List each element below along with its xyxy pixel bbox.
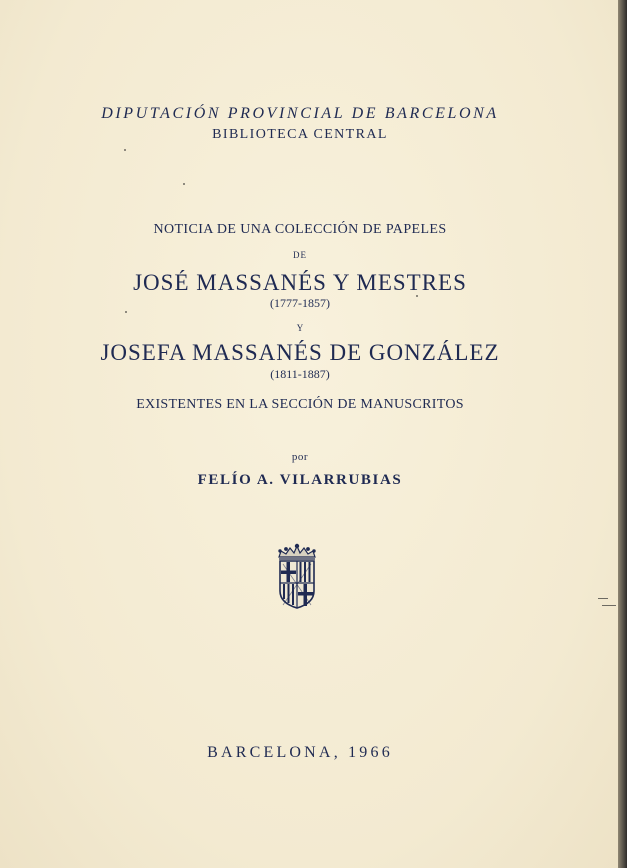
title-intro: NOTICIA DE UNA COLECCIÓN DE PAPELES [153, 222, 447, 237]
institution-heading: DIPUTACIÓN PROVINCIAL DE BARCELONA [101, 105, 499, 122]
library-heading: BIBLIOTECA CENTRAL [212, 127, 388, 142]
person-2-name: JOSEFA MASSANÉS DE GONZÁLEZ [100, 340, 500, 365]
author-name: FELÍO A. VILARRUBIAS [197, 472, 403, 488]
title-y: Y [296, 323, 304, 333]
person-2-dates: (1811-1887) [270, 367, 330, 381]
paper-mark [602, 605, 616, 606]
paper-speck [124, 149, 126, 151]
imprint-place-year: BARCELONA, 1966 [207, 744, 393, 761]
person-1-name: JOSÉ MASSANÉS Y MESTRES [133, 270, 467, 295]
coat-of-arms-icon [275, 543, 319, 609]
page-edge-shadow [618, 0, 627, 868]
paper-speck [125, 311, 127, 313]
byline-por: por [291, 451, 309, 463]
paper-speck [416, 295, 418, 297]
person-1-dates: (1777-1857) [270, 296, 330, 310]
title-de: DE [293, 250, 307, 260]
title-location: EXISTENTES EN LA SECCIÓN DE MANUSCRITOS [136, 397, 464, 412]
paper-mark [598, 598, 608, 599]
paper-speck [183, 183, 185, 185]
